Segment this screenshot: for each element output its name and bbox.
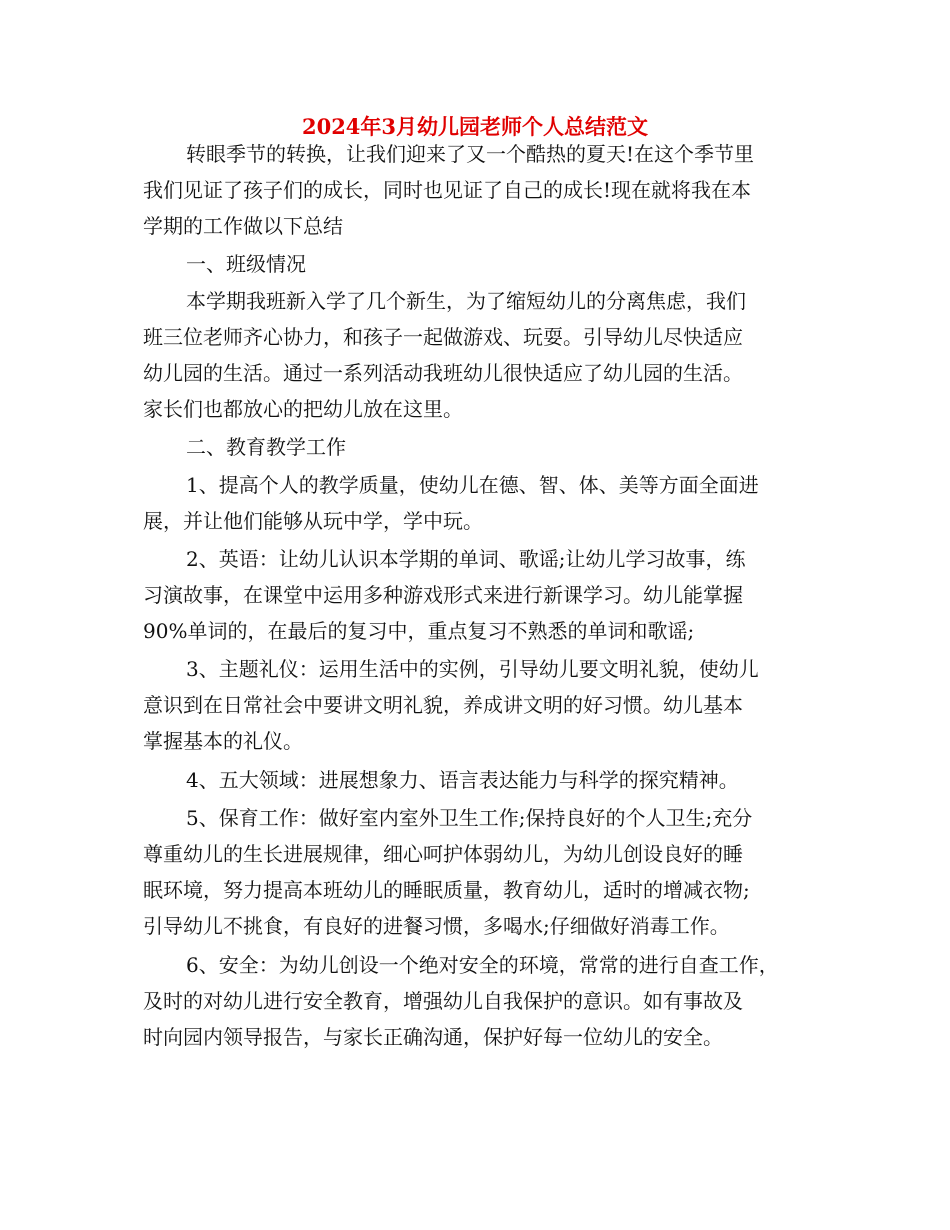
paragraph-line: 5、保育工作：做好室内室外卫生工作;保持良好的个人卫生;充分 (186, 806, 753, 830)
paragraph-line: 意识到在日常社会中要讲文明礼貌，养成讲文明的好习惯。幼儿基本 (143, 693, 743, 717)
paragraph-line: 2、英语：让幼儿认识本学期的单词、歌谣;让幼儿学习故事，练 (186, 547, 746, 571)
paragraph-line: 学期的工作做以下总结 (143, 214, 343, 238)
paragraph-line: 我们见证了孩子们的成长，同时也见证了自己的成长!现在就将我在本 (143, 178, 752, 202)
paragraph-line: 眠环境，努力提高本班幼儿的睡眠质量，教育幼儿，适时的增减衣物; (143, 878, 750, 902)
paragraph-line: 4、五大领域：进展想象力、语言表达能力与科学的探究精神。 (186, 768, 739, 792)
paragraph-line: 及时的对幼儿进行安全教育，增强幼儿自我保护的意识。如有事故及 (143, 989, 743, 1013)
paragraph-line: 家长们也都放心的把幼儿放在这里。 (143, 397, 463, 421)
paragraph-line: 幼儿园的生活。通过一系列活动我班幼儿很快适应了幼儿园的生活。 (143, 361, 743, 385)
paragraph-line: 尊重幼儿的生长进展规律，细心呵护体弱幼儿，为幼儿创设良好的睡 (143, 842, 743, 866)
paragraph-line: 3、主题礼仪：运用生活中的实例，引导幼儿要文明礼貌，使幼儿 (186, 657, 759, 681)
section-heading: 二、教育教学工作 (186, 435, 346, 459)
document-title: 2024年3月幼儿园老师个人总结范文 (301, 114, 649, 139)
paragraph-line: 6、安全：为幼儿创设一个绝对安全的环境，常常的进行自查工作， (186, 953, 779, 977)
paragraph-line: 掌握基本的礼仪。 (143, 729, 303, 753)
paragraph-line: 引导幼儿不挑食，有良好的进餐习惯，多喝水;仔细做好消毒工作。 (143, 914, 730, 938)
paragraph-line: 本学期我班新入学了几个新生，为了缩短幼儿的分离焦虑，我们 (186, 289, 746, 313)
section-heading: 一、班级情况 (186, 252, 306, 276)
paragraph-line: 90%单词的，在最后的复习中，重点复习不熟悉的单词和歌谣; (143, 619, 695, 643)
paragraph-line: 转眼季节的转换，让我们迎来了又一个酷热的夏天!在这个季节里 (186, 142, 755, 166)
paragraph-line: 班三位老师齐心协力，和孩子一起做游戏、玩耍。引导幼儿尽快适应 (143, 325, 743, 349)
paragraph-line: 时向园内领导报告，与家长正确沟通，保护好每一位幼儿的安全。 (143, 1025, 723, 1049)
paragraph-line: 展，并让他们能够从玩中学，学中玩。 (143, 509, 483, 533)
paragraph-line: 习演故事，在课堂中运用多种游戏形式来进行新课学习。幼儿能掌握 (143, 583, 743, 607)
paragraph-line: 1、提高个人的教学质量，使幼儿在德、智、体、美等方面全面进 (186, 473, 759, 497)
